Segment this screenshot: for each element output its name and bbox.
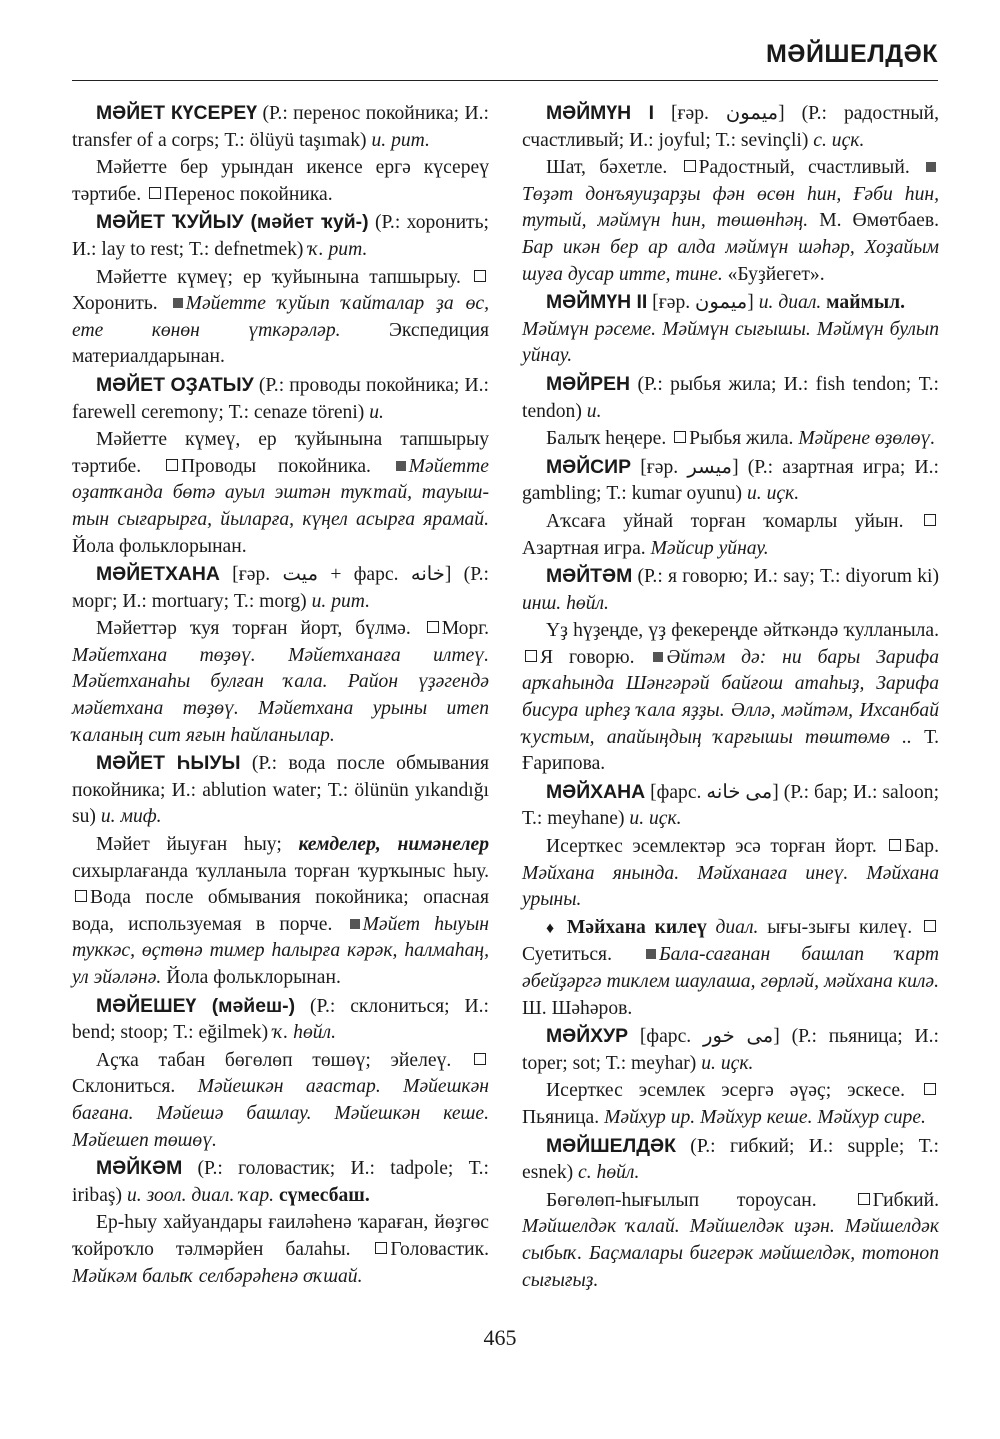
example-square-icon: [350, 919, 360, 929]
examples: [522, 317, 939, 370]
gloss: (Р.: головастик; И.: tadpole; Т.: iribaş): [72, 1158, 489, 1206]
definition: [522, 618, 939, 778]
definition: [522, 834, 939, 914]
definition: [72, 1210, 489, 1290]
source: «Буҙйегет».: [722, 263, 825, 285]
entry: [72, 561, 489, 749]
cross-reference: сүмесбаш.: [274, 1184, 370, 1206]
translation: Гибкий.: [872, 1189, 939, 1211]
gloss: (Р.: проводы покойника; И.: farewell ceremony; Т.: cenaze töreni): [72, 374, 489, 423]
grammar-label: и. иҫк.: [629, 808, 682, 830]
translation-square-icon: [924, 514, 936, 526]
entry: [522, 563, 939, 778]
translation: Вода после обмывания покойника; опасная вода, используемая в порче.: [72, 887, 489, 935]
definition-text: Исерткес эсемлектәр эсә торған йорт.: [546, 836, 887, 858]
example-square-icon: [396, 461, 406, 471]
example: Әйтәм дә: ни бары Зарифа арҡаһында Шәнгәрәй байғош атаһыҙ, Зарифа бисура ирһеҙ ҡала яҙҙы. Әллә, мәйтәм, Ихсанбай ҡустым, апайыңдың ҡарғышы төштөмө ..: [522, 646, 939, 748]
gloss: (Р.: гибкий; И.: supple; Т.: esnek): [522, 1135, 939, 1184]
diamond-icon: ♦: [546, 919, 559, 937]
entry-head: [72, 750, 489, 831]
translation: Склониться.: [72, 1076, 198, 1098]
translation: Перенос покойника.: [164, 183, 333, 205]
translation-square-icon: [474, 270, 486, 282]
entry-head: [522, 371, 939, 425]
grammar-label: и. рит.: [371, 129, 430, 151]
entry-head: [522, 779, 939, 833]
translation-square-icon: [166, 459, 178, 471]
gloss: [ғәр. ميسر] (Р.: азартная игра; И.: gambling; Т.: kumar oyunu): [522, 456, 939, 505]
entry-head: [522, 563, 939, 617]
entry: [522, 915, 939, 1022]
headword: МӘЙЕТ ҺЫУЫ: [96, 752, 241, 775]
headword: МӘЙЕШЕҮ (мәйеш-): [96, 994, 296, 1017]
gloss: (Р.: рыбья жила; И.: fish tendon; Т.: tendon): [522, 373, 939, 422]
source: Экспедиция материалдарынан.: [72, 319, 489, 368]
definition: [522, 155, 939, 288]
source: Йола фольклорынан.: [72, 535, 247, 557]
example: Бар икән бер ар алда мәймүн шәһәр, Хоҙайым шуға дусар итте, тине.: [522, 236, 939, 285]
page-number: 465: [483, 1325, 517, 1350]
grammar-label: ҡ. рит.: [308, 238, 368, 260]
entry: [522, 779, 939, 914]
source: Йола фольклорынан.: [161, 967, 341, 988]
entry: [522, 371, 939, 453]
example: Мәйет һыуын туккәс, өҫтөнә тимер һалырға кәрәк, һалмаһаң, ул эйәләнә.: [72, 913, 489, 988]
translation-square-icon: [427, 621, 439, 633]
right-column: [522, 100, 939, 1295]
translation: Радостный, счастливый.: [698, 157, 923, 179]
idiom: Мәйхана килеү: [566, 916, 707, 938]
entry: [72, 372, 489, 560]
definition-text: Үҙ һүҙеңде, үҙ фекереңде әйткәндә ҡулланыла.: [546, 620, 939, 642]
example: Төҙәт донъяуиҙарҙы фән өсөн һин, Ғәби һин, тутый, мәймүн һин, төшөнһәң.: [522, 183, 939, 232]
translation-square-icon: [149, 187, 161, 199]
entry-head: [522, 1023, 939, 1077]
translation-square-icon: [375, 1242, 387, 1254]
gloss: [ғәр. ميمون] (Р.: радостный, счастливый; И.: joyful; Т.: sevinçli): [522, 103, 939, 151]
headword: МӘЙЕТ КҮСЕРЕҮ: [96, 102, 258, 124]
grammar-label: с. һөйл.: [578, 1162, 640, 1184]
example: Бала-сағанан башлап ҡарт әбейҙәргә тиклем шаулаша, гөрләй, мәйхана килә.: [522, 944, 939, 992]
translation-square-icon: [674, 431, 686, 443]
entry: [522, 100, 939, 288]
definition: [522, 1078, 939, 1131]
grammar-label: диал.: [706, 916, 759, 938]
source: Т. Ғарипова.: [522, 726, 939, 775]
headword: МӘЙТӘМ: [546, 565, 633, 588]
entry: [72, 100, 489, 208]
example-square-icon: [926, 162, 936, 172]
entry: [522, 1133, 939, 1295]
translation-square-icon: [525, 650, 537, 662]
entry-head: [72, 100, 489, 154]
translation-square-icon: [924, 920, 936, 932]
grammar-label: инш. һөйл.: [522, 592, 609, 614]
example: Мәйхур ир. Мәйхур кеше. Мәйхур сире.: [604, 1106, 926, 1128]
example: Мәйхана янында. Мәйханаға инеү. Мәйхана урыны.: [522, 862, 939, 911]
translation: Азартная игра.: [522, 537, 651, 559]
translation: Морг.: [441, 618, 489, 640]
definition-text: сихырлағанда ҡулланыла торған ҡурҡыныс һыу.: [72, 860, 489, 882]
entry: [522, 289, 939, 370]
headword: МӘЙСИР: [546, 455, 632, 478]
translation-square-icon: [889, 839, 901, 851]
definition-text: Мәйетте күмеү, ер ҡуйынына тапшырыу тәртибе.: [72, 429, 489, 477]
definition-text: ығы-зығы килеү.: [758, 916, 921, 938]
example: Мәймүн рәсеме. Мәймүн сығышы. Мәймүн булып уйнау.: [522, 318, 939, 367]
example-square-icon: [173, 298, 183, 308]
grammar-label: и. зоол. диал. ҡар.: [126, 1184, 275, 1206]
definition: [72, 155, 489, 208]
entry-head: [522, 289, 939, 317]
headword: МӘЙХАНА: [546, 780, 646, 803]
gloss: [ғәр. ميت + фарс. خانه] (Р.: морг; И.: mortuary; Т.: morg): [72, 564, 489, 612]
translation: Бар.: [904, 836, 939, 858]
definition-text: Мәйетте бер урындан икенсе ергә күсереү тәртибе.: [72, 157, 489, 205]
left-column: [72, 100, 489, 1291]
example-square-icon: [653, 652, 663, 662]
grammar-label: и. диал.: [758, 292, 822, 314]
entry-head: [522, 454, 939, 508]
translation-square-icon: [858, 1193, 870, 1205]
translation-square-icon: [684, 160, 696, 172]
definition-text: Исерткес эсемлек эсергә әүәҫ; эскесе.: [546, 1080, 921, 1102]
entry: [72, 209, 489, 371]
definition-text: Балыҡ һеңере.: [546, 428, 672, 450]
translation: Пьяница.: [522, 1106, 605, 1128]
grammar-label: и. миф.: [100, 806, 162, 828]
gloss: [фарс. مى خانه] (Р.: бар; И.: saloon; Т.: meyhane): [522, 781, 940, 830]
definition-text: Бөгөлөп-һығылып тороусан.: [546, 1189, 855, 1211]
entry: [72, 750, 489, 991]
example: Мәйетте оҙатҡанда бөтә ауыл эштән туҡтай, тауыш-тын сығарырға, йыларға, күңел асырға ярамай.: [72, 455, 489, 530]
headword: МӘЙМҮН II: [546, 291, 648, 314]
entry-head: [72, 561, 489, 615]
definition-text: Аҫҡа табан бөгөлөп төшөү; эйелеү.: [96, 1049, 471, 1071]
grammar-label: с. иҫк.: [813, 129, 865, 151]
gloss: [ғәр. ميمون]: [647, 292, 759, 314]
definition-text: Аҡсаға уйнай торған ҡомарлы уйын.: [546, 510, 921, 532]
definition: [72, 1048, 489, 1154]
definition: [72, 265, 489, 371]
translation-square-icon: [924, 1083, 936, 1095]
example: Мәйетхана төҙөү. Мәйетханаға илтеү. Мәйетханаһы булған ҡала. Район үҙәгендә мәйетхана төҙөү. Мәйетхана урыны итеп ҡаланың сит яғын һайланылар.: [72, 644, 489, 746]
grammar-label: и.: [369, 401, 384, 423]
headword: МӘЙШЕЛДӘК: [546, 1134, 676, 1157]
example: Мәйрене өҙөлөү.: [798, 428, 936, 450]
definition-text: Шат, бәхетле.: [546, 157, 681, 179]
entry-head: [522, 100, 939, 154]
entry: [72, 1155, 489, 1290]
grammar-label: и.: [586, 400, 602, 422]
gloss: [фарс. مى خور] (Р.: пьяница; И.: toper; sot; Т.: meyhar): [522, 1026, 940, 1074]
source: М. Өмөтбаев.: [808, 210, 939, 232]
grammar-label: и. иҫк.: [746, 483, 800, 505]
definition: [72, 616, 489, 749]
example: Мәйешкән ағастар. Мәйешкән бағана. Мәйешә башлау. Мәйешкән кеше. Мәйешеп төшөү.: [72, 1076, 490, 1151]
entry: [72, 993, 489, 1155]
translation: Рыбья жила.: [689, 428, 799, 450]
definition-emphasis: кемделер, нимәнелер: [298, 834, 489, 856]
headword: МӘЙРЕН: [546, 372, 631, 395]
entry-head: [72, 209, 489, 263]
translation-square-icon: [474, 1053, 486, 1065]
source: Ш. Шәһәров.: [522, 997, 633, 1019]
translation: Суетиться.: [522, 944, 644, 966]
translation: Хоронить.: [72, 293, 170, 315]
cross-reference: маймыл.: [821, 292, 906, 314]
running-head: МӘЙШЕЛДӘК: [765, 40, 938, 68]
entry-head: [72, 1155, 489, 1209]
gloss: (Р.: перенос покойника; И.: transfer of a corps; Т.: ölüyü taşımak): [72, 103, 490, 151]
entry-head: [522, 1133, 939, 1187]
example-square-icon: [646, 949, 656, 959]
entry-head: [72, 372, 489, 426]
definition-text: Мәйет йыуған һыу;: [96, 834, 299, 856]
translation: Проводы покойника.: [180, 455, 393, 477]
grammar-label: и. иҫк.: [701, 1052, 754, 1074]
headword: МӘЙЕТХАНА: [96, 563, 220, 586]
definition-text: Мәйеттәр ҡуя торған йорт, бүлмә.: [96, 618, 424, 640]
example: Мәйсир уйнау.: [650, 537, 769, 559]
entry: [522, 1023, 939, 1131]
translation: Я говорю.: [540, 646, 651, 668]
example: Мәйкәм балыҡ селбәрәһенә оҡшай.: [72, 1265, 363, 1287]
definition: [72, 427, 489, 560]
definition: [522, 509, 939, 562]
definition: [522, 426, 939, 453]
gloss: (Р.: вода после обмывания покойника; И.: ablution water; Т.: ölünün yıkandığı su): [72, 753, 489, 828]
header-rule: [72, 80, 938, 81]
definition-text: Мәйетте күмеү; ер ҡуйынына тапшырыу.: [96, 266, 471, 288]
gloss: (Р.: я говорю; И.: say; Т.: diyorum ki): [632, 566, 939, 588]
headword: МӘЙМҮН I: [546, 102, 654, 124]
example: Мәйшелдәк ҡалай. Мәйшелдәк иҙән. Мәйшелдәк сыбыҡ. Баҫмалары бигерәк мәйшелдәк, тотоноп сығығыҙ.: [522, 1216, 939, 1291]
translation: Головастик.: [390, 1238, 489, 1260]
headword: МӘЙХУР: [546, 1025, 629, 1048]
grammar-label: ҡ. һөйл.: [273, 1022, 336, 1044]
gloss: (Р.: хоронить; И.: lay to rest; Т.: defnetmek): [72, 212, 489, 260]
grammar-label: и. рит.: [311, 590, 371, 612]
example: Мәйетте ҡуйып ҡайталар ҙа өс, ете көнөн үткәрәләр.: [72, 293, 490, 341]
headword: МӘЙЕТ ҠУЙЫУ (мәйет ҡуй-): [96, 211, 369, 234]
gloss: (Р.: склониться; И.: bend; stoop; Т.: eğilmek): [72, 995, 490, 1044]
headword: МӘЙЕТ ОҘАТЫУ: [96, 373, 254, 396]
idiom-line: [522, 915, 939, 1022]
entry-head: [72, 993, 489, 1047]
definition-text: Ер-һыу хайуандары ғаиләһенә ҡараған, йөҙгөс ҡойроҡло тәлмәрйен балаһы.: [72, 1212, 489, 1260]
headword: МӘЙКӘМ: [96, 1157, 183, 1180]
definition: [522, 1188, 939, 1294]
translation-square-icon: [75, 890, 87, 902]
entry: [522, 454, 939, 562]
definition: [72, 832, 489, 992]
